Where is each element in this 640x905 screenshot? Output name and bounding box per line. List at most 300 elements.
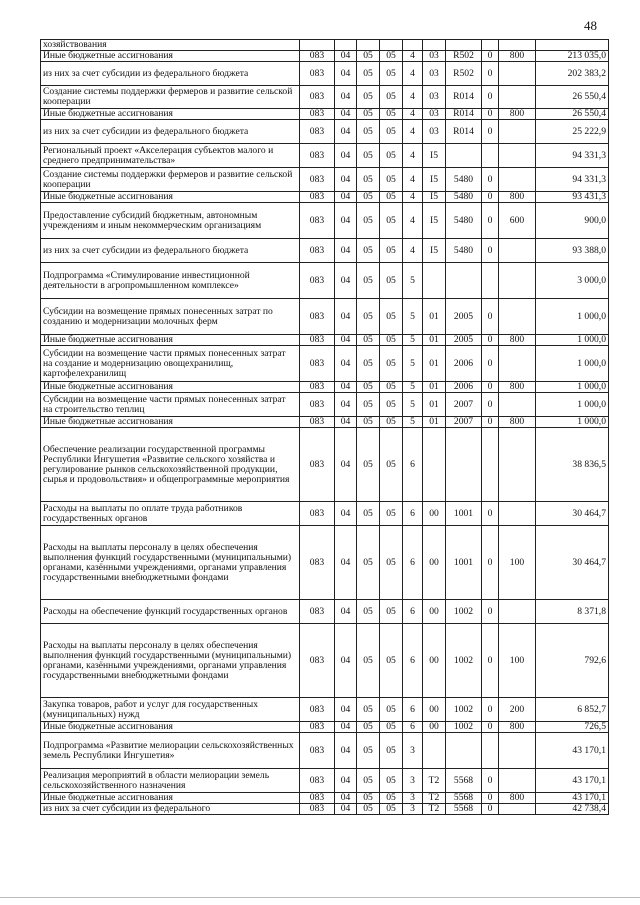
section-code: 04	[335, 168, 357, 192]
direction-code: R014	[446, 86, 482, 109]
direction-code: 2006	[446, 346, 482, 382]
row-name: из них за счет субсидии из федерального бюджета	[41, 239, 300, 263]
amount: 30 464,7	[536, 502, 609, 526]
expense-type-code: 800	[499, 109, 536, 120]
section-code: 04	[335, 624, 357, 698]
table-row	[41, 299, 609, 335]
table-row	[41, 168, 609, 192]
subsection-code: 05	[357, 624, 380, 698]
row-name: Реализация мероприятий в области мелиорации земель сельскохозяйственного назначения	[41, 769, 300, 793]
subsection-code: 05	[357, 417, 380, 428]
expense-type-code: 800	[499, 335, 536, 346]
table-row	[41, 239, 609, 263]
table-row	[41, 144, 609, 168]
subprogram-code: 6	[403, 526, 423, 600]
section-code: 04	[335, 698, 357, 722]
row-name: Субсидии на возмещение части прямых понесенных затрат на создание и модернизацию овощехранилищ, картофелехранилищ	[41, 346, 300, 382]
event-code: T2	[423, 804, 446, 815]
type-code: 0	[482, 624, 499, 698]
direction-code: 1001	[446, 502, 482, 526]
amount: 43 170,1	[536, 793, 609, 804]
expense-type-code: 800	[499, 192, 536, 203]
direction-code	[446, 733, 482, 769]
amount: 900,0	[536, 203, 609, 239]
table-row	[41, 769, 609, 793]
section-code: 04	[335, 382, 357, 393]
expense-type-code	[499, 239, 536, 263]
expense-type-code	[499, 120, 536, 144]
ministry-code: 083	[300, 86, 335, 109]
section-code: 04	[335, 722, 357, 733]
expense-type-code: 800	[499, 382, 536, 393]
expense-type-code: 800	[499, 793, 536, 804]
direction-code: 2006	[446, 382, 482, 393]
type-code: 0	[482, 335, 499, 346]
type-code: 0	[482, 346, 499, 382]
event-code: 01	[423, 393, 446, 417]
ministry-code: 083	[300, 144, 335, 168]
direction-code: 2007	[446, 417, 482, 428]
row-name: Иные бюджетные ассигнования	[41, 417, 300, 428]
section-code: 04	[335, 502, 357, 526]
section-code: 04	[335, 804, 357, 815]
row-name: из них за счет субсидии из федерального бюджета	[41, 120, 300, 144]
direction-code: 5480	[446, 239, 482, 263]
section-code: 04	[335, 428, 357, 502]
ministry-code: 083	[300, 722, 335, 733]
type-code: 0	[482, 168, 499, 192]
subprogram-code: 3	[403, 804, 423, 815]
table-row	[41, 733, 609, 769]
section-code: 04	[335, 62, 357, 86]
program-code: 05	[380, 698, 403, 722]
type-code: 0	[482, 239, 499, 263]
type-code	[482, 144, 499, 168]
program-code: 05	[380, 335, 403, 346]
amount: 38 836,5	[536, 428, 609, 502]
program-code: 05	[380, 203, 403, 239]
subsection-code: 05	[357, 263, 380, 299]
subprogram-code: 4	[403, 203, 423, 239]
table-row	[41, 526, 609, 600]
program-code: 05	[380, 417, 403, 428]
expense-type-code: 200	[499, 698, 536, 722]
expense-type-code	[499, 263, 536, 299]
expense-type-code: 100	[499, 624, 536, 698]
program-code: 05	[380, 192, 403, 203]
ministry-code: 083	[300, 109, 335, 120]
subprogram-code: 4	[403, 168, 423, 192]
ministry-code: 083	[300, 203, 335, 239]
subsection-code: 05	[357, 698, 380, 722]
row-name: Обеспечение реализации государственной программы Республики Ингушетия «Развитие сельского хозяйства и регулирование рынков сельскохозяйственной продукции, сырья и продовольствия» и общепрограммные мероприятия	[41, 428, 300, 502]
direction-code	[446, 40, 482, 51]
direction-code: 1002	[446, 722, 482, 733]
direction-code: 2007	[446, 393, 482, 417]
table-row	[41, 393, 609, 417]
type-code: 0	[482, 109, 499, 120]
program-code: 05	[380, 346, 403, 382]
expense-type-code	[499, 62, 536, 86]
amount: 1 000,0	[536, 382, 609, 393]
section-code: 04	[335, 120, 357, 144]
amount: 1 000,0	[536, 393, 609, 417]
expense-type-code: 100	[499, 526, 536, 600]
event-code: 01	[423, 382, 446, 393]
table-row	[41, 417, 609, 428]
subsection-code: 05	[357, 299, 380, 335]
ministry-code: 083	[300, 51, 335, 62]
table-row	[41, 203, 609, 239]
ministry-code: 083	[300, 417, 335, 428]
type-code: 0	[482, 382, 499, 393]
table-row	[41, 120, 609, 144]
section-code: 04	[335, 733, 357, 769]
expense-type-code	[499, 346, 536, 382]
table-row	[41, 109, 609, 120]
event-code: I5	[423, 192, 446, 203]
table-row	[41, 346, 609, 382]
ministry-code: 083	[300, 168, 335, 192]
ministry-code: 083	[300, 382, 335, 393]
section-code: 04	[335, 144, 357, 168]
event-code: 03	[423, 109, 446, 120]
type-code: 0	[482, 417, 499, 428]
table-row	[41, 86, 609, 109]
subsection-code	[357, 40, 380, 51]
event-code: 00	[423, 722, 446, 733]
event-code: T2	[423, 793, 446, 804]
subprogram-code: 3	[403, 793, 423, 804]
table-row	[41, 698, 609, 722]
program-code: 05	[380, 393, 403, 417]
expense-type-code	[499, 40, 536, 51]
amount: 6 852,7	[536, 698, 609, 722]
ministry-code: 083	[300, 239, 335, 263]
table-row	[41, 624, 609, 698]
expense-type-code	[499, 733, 536, 769]
type-code: 0	[482, 793, 499, 804]
event-code: 03	[423, 62, 446, 86]
subsection-code: 05	[357, 346, 380, 382]
program-code: 05	[380, 428, 403, 502]
subprogram-code: 6	[403, 428, 423, 502]
amount: 43 170,1	[536, 769, 609, 793]
amount: 94 331,3	[536, 144, 609, 168]
row-name: Региональный проект «Акселерация субъектов малого и среднего предпринимательства»	[41, 144, 300, 168]
direction-code: 1002	[446, 600, 482, 624]
section-code: 04	[335, 793, 357, 804]
type-code: 0	[482, 722, 499, 733]
event-code: 00	[423, 502, 446, 526]
event-code: 01	[423, 417, 446, 428]
subprogram-code: 5	[403, 263, 423, 299]
row-name: Иные бюджетные ассигнования	[41, 335, 300, 346]
row-name: Субсидии на возмещение прямых понесенных затрат по созданию и модернизации молочных ферм	[41, 299, 300, 335]
amount: 93 431,3	[536, 192, 609, 203]
amount: 1 000,0	[536, 346, 609, 382]
program-code: 05	[380, 600, 403, 624]
row-name: Иные бюджетные ассигнования	[41, 109, 300, 120]
table-row	[41, 793, 609, 804]
event-code	[423, 733, 446, 769]
subprogram-code: 6	[403, 624, 423, 698]
row-name: Иные бюджетные ассигнования	[41, 793, 300, 804]
ministry-code: 083	[300, 624, 335, 698]
expense-type-code	[499, 428, 536, 502]
ministry-code: 083	[300, 120, 335, 144]
subprogram-code: 5	[403, 299, 423, 335]
direction-code: 1002	[446, 624, 482, 698]
row-name: Иные бюджетные ассигнования	[41, 722, 300, 733]
program-code: 05	[380, 502, 403, 526]
subprogram-code: 5	[403, 417, 423, 428]
program-code: 05	[380, 144, 403, 168]
amount: 792,6	[536, 624, 609, 698]
row-name: Иные бюджетные ассигнования	[41, 192, 300, 203]
direction-code	[446, 263, 482, 299]
subprogram-code: 4	[403, 120, 423, 144]
direction-code	[446, 428, 482, 502]
amount: 26 550,4	[536, 109, 609, 120]
program-code: 05	[380, 86, 403, 109]
type-code	[482, 263, 499, 299]
table-row	[41, 51, 609, 62]
event-code: 01	[423, 299, 446, 335]
subsection-code: 05	[357, 526, 380, 600]
subprogram-code: 4	[403, 62, 423, 86]
type-code: 0	[482, 120, 499, 144]
table-row	[41, 502, 609, 526]
subprogram-code: 5	[403, 346, 423, 382]
program-code: 05	[380, 299, 403, 335]
event-code: 00	[423, 600, 446, 624]
subprogram-code: 4	[403, 144, 423, 168]
subsection-code: 05	[357, 203, 380, 239]
page-number: 48	[584, 18, 597, 33]
type-code: 0	[482, 698, 499, 722]
type-code: 0	[482, 192, 499, 203]
program-code: 05	[380, 624, 403, 698]
section-code: 04	[335, 299, 357, 335]
event-code	[423, 428, 446, 502]
program-code: 05	[380, 526, 403, 600]
program-code: 05	[380, 804, 403, 815]
amount: 42 738,4	[536, 804, 609, 815]
amount: 726,5	[536, 722, 609, 733]
type-code: 0	[482, 804, 499, 815]
direction-code: 1002	[446, 698, 482, 722]
row-name: хозяйствования	[41, 40, 300, 51]
amount: 93 388,0	[536, 239, 609, 263]
row-name: Закупка товаров, работ и услуг для государственных (муниципальных) нужд	[41, 698, 300, 722]
ministry-code: 083	[300, 335, 335, 346]
section-code: 04	[335, 263, 357, 299]
table-row	[41, 600, 609, 624]
section-code: 04	[335, 51, 357, 62]
direction-code: 5568	[446, 769, 482, 793]
subprogram-code: 3	[403, 733, 423, 769]
row-name: Расходы на выплаты персоналу в целях обеспечения выполнения функций государственными (муниципальными) органами, казёнными учреждениями, органами управления государственными внебюджетными фондами	[41, 526, 300, 600]
amount: 213 035,0	[536, 51, 609, 62]
row-name: Иные бюджетные ассигнования	[41, 51, 300, 62]
type-code: 0	[482, 526, 499, 600]
subsection-code: 05	[357, 769, 380, 793]
row-name: из них за счет субсидии из федерального бюджета	[41, 62, 300, 86]
type-code: 0	[482, 299, 499, 335]
table-row	[41, 382, 609, 393]
expense-type-code	[499, 804, 536, 815]
program-code: 05	[380, 239, 403, 263]
section-code: 04	[335, 192, 357, 203]
subsection-code: 05	[357, 120, 380, 144]
row-name: Подпрограмма «Развитие мелиорации сельскохозяйственных земель Республики Ингушетия»	[41, 733, 300, 769]
direction-code: 1001	[446, 526, 482, 600]
direction-code: 2005	[446, 335, 482, 346]
expense-type-code	[499, 299, 536, 335]
direction-code: R502	[446, 51, 482, 62]
event-code: I5	[423, 239, 446, 263]
row-name: Создание системы поддержки фермеров и развитие сельской кооперации	[41, 168, 300, 192]
expense-type-code	[499, 144, 536, 168]
subsection-code: 05	[357, 86, 380, 109]
event-code: 03	[423, 120, 446, 144]
type-code: 0	[482, 600, 499, 624]
subsection-code: 05	[357, 192, 380, 203]
expense-type-code: 800	[499, 51, 536, 62]
expense-type-code	[499, 86, 536, 109]
ministry-code: 083	[300, 526, 335, 600]
table-row	[41, 804, 609, 815]
ministry-code: 083	[300, 263, 335, 299]
ministry-code: 083	[300, 804, 335, 815]
subprogram-code: 6	[403, 722, 423, 733]
subsection-code: 05	[357, 733, 380, 769]
table-row	[41, 192, 609, 203]
section-code: 04	[335, 109, 357, 120]
amount: 1 000,0	[536, 417, 609, 428]
amount: 8 371,8	[536, 600, 609, 624]
subsection-code: 05	[357, 51, 380, 62]
budget-table-body	[41, 40, 609, 815]
direction-code: 5568	[446, 793, 482, 804]
table-row	[41, 40, 609, 51]
subprogram-code: 4	[403, 109, 423, 120]
expense-type-code	[499, 393, 536, 417]
budget-table	[40, 39, 609, 815]
direction-code: R014	[446, 120, 482, 144]
direction-code: 5480	[446, 203, 482, 239]
subprogram-code: 4	[403, 86, 423, 109]
section-code: 04	[335, 393, 357, 417]
section-code: 04	[335, 600, 357, 624]
type-code: 0	[482, 769, 499, 793]
section-code: 04	[335, 86, 357, 109]
program-code	[380, 40, 403, 51]
event-code: 01	[423, 335, 446, 346]
event-code: 00	[423, 698, 446, 722]
expense-type-code	[499, 502, 536, 526]
ministry-code: 083	[300, 600, 335, 624]
row-name: Подпрограмма «Стимулирование инвестиционной деятельности в агропромышленном комплексе»	[41, 263, 300, 299]
event-code	[423, 263, 446, 299]
ministry-code: 083	[300, 502, 335, 526]
subprogram-code	[403, 40, 423, 51]
ministry-code: 083	[300, 299, 335, 335]
row-name: Создание системы поддержки фермеров и развитие сельской кооперации	[41, 86, 300, 109]
program-code: 05	[380, 793, 403, 804]
event-code: 00	[423, 526, 446, 600]
expense-type-code	[499, 168, 536, 192]
row-name: Предоставление субсидий бюджетным, автономным учреждениям и иным некоммерческим организациям	[41, 203, 300, 239]
event-code: I5	[423, 203, 446, 239]
event-code	[423, 40, 446, 51]
row-name: из них за счет субсидии из федерального	[41, 804, 300, 815]
ministry-code	[300, 40, 335, 51]
program-code: 05	[380, 733, 403, 769]
row-name: Расходы на выплаты по оплате труда работников государственных органов	[41, 502, 300, 526]
subsection-code: 05	[357, 382, 380, 393]
section-code	[335, 40, 357, 51]
expense-type-code: 800	[499, 722, 536, 733]
type-code	[482, 428, 499, 502]
subsection-code: 05	[357, 109, 380, 120]
event-code: I5	[423, 168, 446, 192]
subsection-code: 05	[357, 239, 380, 263]
program-code: 05	[380, 769, 403, 793]
direction-code: 5568	[446, 804, 482, 815]
row-name: Расходы на обеспечение функций государственных органов	[41, 600, 300, 624]
subprogram-code: 5	[403, 382, 423, 393]
amount: 3 000,0	[536, 263, 609, 299]
direction-code: 2005	[446, 299, 482, 335]
program-code: 05	[380, 722, 403, 733]
direction-code: R014	[446, 109, 482, 120]
expense-type-code: 600	[499, 203, 536, 239]
ministry-code: 083	[300, 62, 335, 86]
section-code: 04	[335, 203, 357, 239]
subprogram-code: 6	[403, 600, 423, 624]
ministry-code: 083	[300, 793, 335, 804]
amount: 1 000,0	[536, 335, 609, 346]
direction-code: 5480	[446, 192, 482, 203]
ministry-code: 083	[300, 346, 335, 382]
direction-code: 5480	[446, 168, 482, 192]
program-code: 05	[380, 382, 403, 393]
subsection-code: 05	[357, 502, 380, 526]
event-code: 00	[423, 624, 446, 698]
type-code	[482, 733, 499, 769]
program-code: 05	[380, 120, 403, 144]
table-row	[41, 428, 609, 502]
ministry-code: 083	[300, 192, 335, 203]
program-code: 05	[380, 168, 403, 192]
event-code: 03	[423, 51, 446, 62]
section-code: 04	[335, 526, 357, 600]
subprogram-code: 4	[403, 192, 423, 203]
subprogram-code: 3	[403, 769, 423, 793]
direction-code	[446, 144, 482, 168]
direction-code: R502	[446, 62, 482, 86]
table-row	[41, 335, 609, 346]
amount: 1 000,0	[536, 299, 609, 335]
ministry-code: 083	[300, 698, 335, 722]
row-name: Расходы на выплаты персоналу в целях обеспечения выполнения функций государственными (муниципальными) органами, казёнными учреждениями, органами управления государственными внебюджетными фондами	[41, 624, 300, 698]
expense-type-code	[499, 600, 536, 624]
subprogram-code: 5	[403, 393, 423, 417]
amount: 202 383,2	[536, 62, 609, 86]
program-code: 05	[380, 109, 403, 120]
